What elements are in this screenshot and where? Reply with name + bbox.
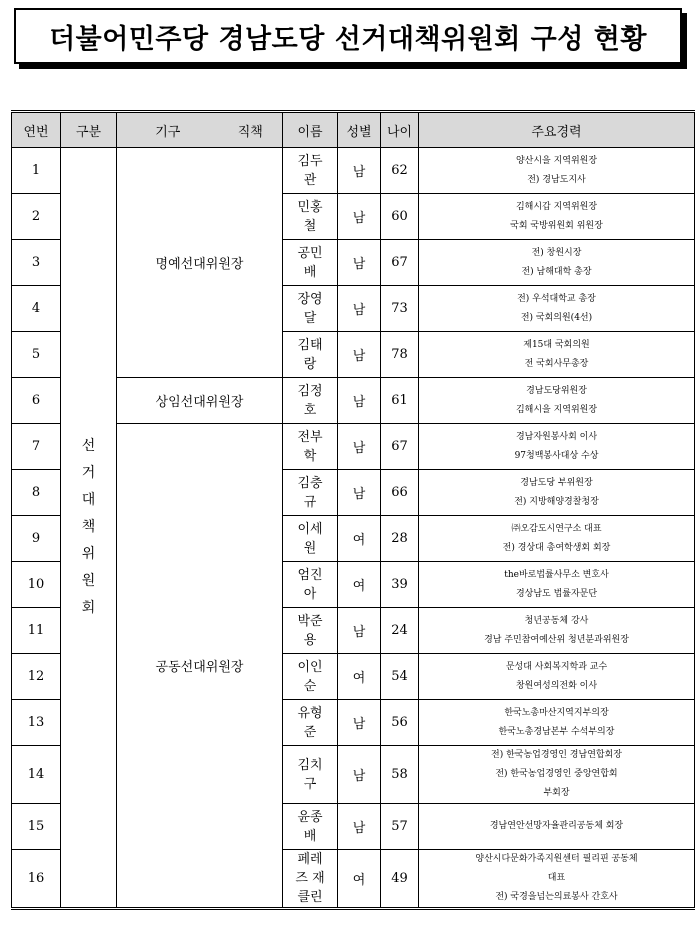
member-career — [419, 700, 695, 746]
member-career — [419, 378, 695, 424]
career-line: 양산시다문화가족지원센터 필리핀 공동체 — [475, 854, 638, 864]
member-name-text: 김충규 — [297, 475, 323, 510]
committee-table — [11, 110, 695, 910]
member-gender: 남 — [338, 194, 381, 240]
header-division: 구분 — [61, 112, 117, 148]
career-line: 양산시을 지역위원장 — [515, 155, 598, 166]
career-line: 경남도당 부위원장 — [520, 477, 593, 488]
row-number: 14 — [12, 746, 61, 804]
row-number: 5 — [12, 332, 61, 378]
career-line: 97청백봉사대상 수상 — [514, 450, 599, 461]
row-number: 8 — [12, 470, 61, 516]
member-gender: 남 — [338, 332, 381, 378]
member-career — [419, 608, 695, 654]
table-body — [12, 148, 695, 909]
career-line: 전) 국회의원(4선) — [520, 312, 593, 323]
member-name — [283, 470, 338, 516]
member-age: 61 — [381, 378, 419, 424]
member-age: 58 — [381, 746, 419, 804]
member-name-text: 김정호 — [297, 383, 323, 418]
member-career — [419, 850, 695, 909]
career-line: 대표 — [547, 873, 566, 883]
member-name — [283, 804, 338, 850]
member-career — [419, 562, 695, 608]
career-line: 한국노총경남본부 수석부의장 — [498, 726, 615, 737]
career-line: 김해시을 지역위원장 — [515, 404, 598, 415]
career-line: 전) 우석대학교 총장 — [517, 293, 596, 304]
member-name-text: 이인순 — [297, 659, 323, 694]
member-name-text: 민홍철 — [297, 199, 323, 234]
career-line: 경상남도 법률자문단 — [515, 588, 598, 599]
member-name — [283, 332, 338, 378]
row-number: 9 — [12, 516, 61, 562]
group-standing: 상임선대위원장 — [117, 378, 283, 424]
career-line: 문성대 사회복지학과 교수 — [505, 661, 608, 672]
member-age: 60 — [381, 194, 419, 240]
member-age: 66 — [381, 470, 419, 516]
member-name-text: 김두관 — [297, 153, 323, 188]
row-number: 16 — [12, 850, 61, 909]
row-number: 13 — [12, 700, 61, 746]
career-line: 경남자원봉사회 이사 — [515, 431, 598, 442]
header-row — [12, 112, 695, 148]
member-age: 73 — [381, 286, 419, 332]
member-name — [283, 424, 338, 470]
header-career: 주요경력 — [419, 112, 695, 148]
member-gender: 남 — [338, 470, 381, 516]
member-age: 56 — [381, 700, 419, 746]
row-number: 6 — [12, 378, 61, 424]
member-name-text: 엄진아 — [297, 567, 323, 602]
career-line: 전) 한국농업경영인 경남연합회장 — [491, 750, 622, 760]
member-name — [283, 148, 338, 194]
member-name — [283, 746, 338, 804]
header-name: 이름 — [283, 112, 338, 148]
row-number: 2 — [12, 194, 61, 240]
member-career — [419, 804, 695, 850]
member-age: 67 — [381, 240, 419, 286]
career-line: 김해시갑 지역위원장 — [515, 201, 598, 212]
row-number: 4 — [12, 286, 61, 332]
member-name — [283, 562, 338, 608]
member-gender: 남 — [338, 746, 381, 804]
career-line: 국회 국방위원회 위원장 — [510, 220, 603, 231]
member-age: 67 — [381, 424, 419, 470]
header-gender: 성별 — [338, 112, 381, 148]
career-line: 전) 경남도지사 — [527, 174, 586, 185]
career-line: ㈜오감도시연구소 대표 — [511, 523, 602, 534]
member-gender: 남 — [338, 804, 381, 850]
group-honorary: 명예선대위원장 — [117, 148, 283, 378]
member-name — [283, 378, 338, 424]
member-career — [419, 332, 695, 378]
member-career — [419, 194, 695, 240]
division-cell — [61, 148, 117, 909]
career-line: 전 국회사무총장 — [524, 358, 589, 369]
career-line: 경남 주민참여예산위 청년분과위원장 — [484, 634, 629, 645]
member-gender: 남 — [338, 240, 381, 286]
member-name-text: 김태랑 — [297, 337, 323, 372]
member-name-text: 전부학 — [297, 429, 323, 464]
member-career — [419, 746, 695, 804]
member-name-text: 장영달 — [297, 291, 323, 326]
member-name — [283, 850, 338, 909]
member-career — [419, 286, 695, 332]
career-line: 제15대 국회의원 — [523, 339, 590, 350]
group-joint: 공동선대위원장 — [117, 424, 283, 909]
member-age: 78 — [381, 332, 419, 378]
member-name-text: 박준용 — [297, 613, 323, 648]
member-age: 54 — [381, 654, 419, 700]
career-line: 전) 경상대 총여학생회 회장 — [502, 542, 611, 553]
career-line: 한국노총마산지역지부의장 — [504, 707, 609, 718]
career-line: 전) 지방해양경찰청장 — [514, 496, 599, 507]
header-org: 기구 — [117, 112, 219, 148]
member-name-text: 페레즈 재클린 — [295, 852, 325, 905]
row-number: 10 — [12, 562, 61, 608]
member-name — [283, 240, 338, 286]
title-box — [14, 8, 682, 64]
header-position: 직책 — [219, 112, 283, 148]
member-gender: 남 — [338, 148, 381, 194]
member-name-text: 유형준 — [297, 705, 323, 740]
member-gender: 남 — [338, 700, 381, 746]
career-line: 전) 한국농업경영인 중앙연합회 — [495, 769, 618, 779]
member-name — [283, 700, 338, 746]
career-line: 청년공동체 강사 — [524, 615, 589, 626]
row-number: 1 — [12, 148, 61, 194]
career-line: 전) 국경을넘는의료봉사 간호사 — [495, 892, 618, 902]
member-gender: 여 — [338, 654, 381, 700]
division-label: 선거대책위원회 — [81, 438, 96, 616]
table-row — [12, 148, 695, 194]
member-gender: 남 — [338, 378, 381, 424]
member-career — [419, 470, 695, 516]
row-number: 3 — [12, 240, 61, 286]
row-number: 15 — [12, 804, 61, 850]
member-career — [419, 516, 695, 562]
member-name — [283, 194, 338, 240]
header-no: 연번 — [12, 112, 61, 148]
member-gender: 여 — [338, 562, 381, 608]
member-career — [419, 654, 695, 700]
member-gender: 남 — [338, 286, 381, 332]
member-gender: 여 — [338, 850, 381, 909]
career-line: 경남도당위원장 — [526, 385, 587, 396]
header-age: 나이 — [381, 112, 419, 148]
row-number: 12 — [12, 654, 61, 700]
row-number: 7 — [12, 424, 61, 470]
member-name-text: 이세원 — [297, 521, 323, 556]
member-age: 62 — [381, 148, 419, 194]
member-name — [283, 654, 338, 700]
member-age: 28 — [381, 516, 419, 562]
member-name — [283, 286, 338, 332]
career-line: 전) 남해대학 총장 — [521, 266, 592, 277]
member-age: 49 — [381, 850, 419, 909]
member-career — [419, 148, 695, 194]
member-gender: 남 — [338, 608, 381, 654]
member-gender: 남 — [338, 424, 381, 470]
member-name — [283, 608, 338, 654]
member-career — [419, 240, 695, 286]
career-line: 경남연안선망자율관리공동체 회장 — [489, 821, 624, 831]
career-line: 전) 창원시장 — [531, 247, 582, 258]
document-title: 더불어민주당 경남도당 선거대책위원회 구성 현황 — [49, 23, 647, 55]
member-name-text: 김치구 — [297, 757, 323, 792]
career-line: 부회장 — [543, 788, 570, 798]
member-age: 24 — [381, 608, 419, 654]
member-age: 39 — [381, 562, 419, 608]
member-name-text: 공민배 — [297, 245, 323, 280]
row-number: 11 — [12, 608, 61, 654]
member-age: 57 — [381, 804, 419, 850]
career-line: 창원여성의전화 이사 — [515, 680, 598, 691]
member-career — [419, 424, 695, 470]
member-gender: 여 — [338, 516, 381, 562]
career-line: the바로법률사무소 변호사 — [504, 569, 609, 580]
member-name-text: 윤종배 — [297, 809, 323, 844]
member-name — [283, 516, 338, 562]
